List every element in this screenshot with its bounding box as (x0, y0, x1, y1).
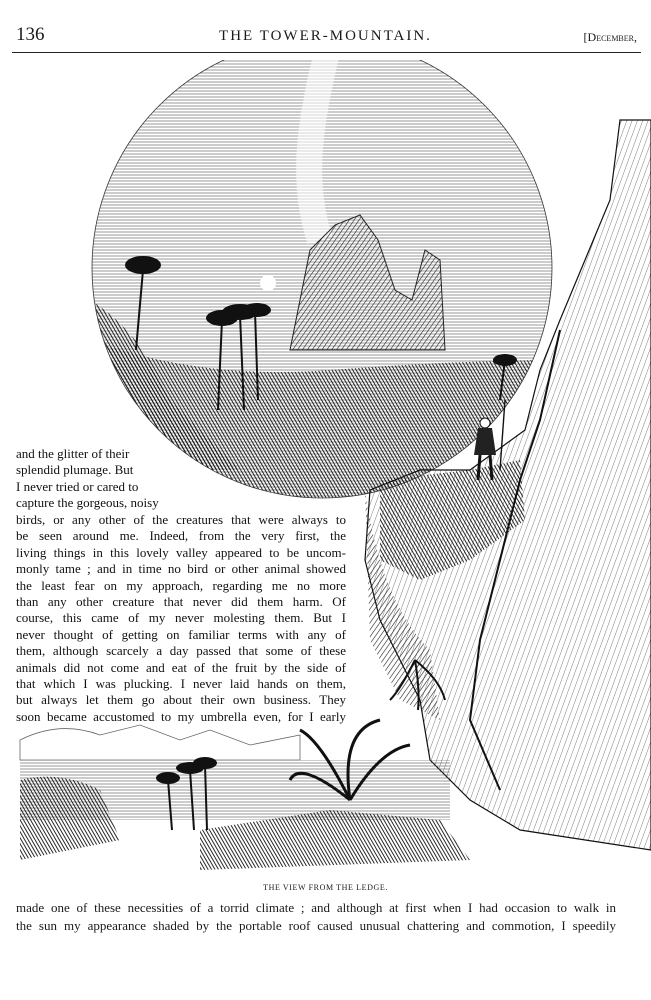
header-rule (12, 52, 641, 53)
text-line: animals did not come and eat of the fruit by the side of (16, 659, 346, 675)
text-line: them, although scarcely a day passed that some of these (16, 643, 346, 659)
running-head (0, 24, 651, 52)
text-line: made one of these necessities of a torrid climate ; and although at first when I had occasion to walk in (16, 900, 616, 915)
moon (260, 275, 276, 291)
text-line: splendid plumage. But (16, 462, 134, 478)
bottom-text-block (16, 899, 616, 935)
text-line: and the glitter of their (16, 446, 130, 461)
wrap-text-block (16, 446, 208, 512)
text-line: birds, or any other of the creatures that were always to (16, 512, 346, 527)
text-line: monly tame ; and in time no bird or other animal showed (16, 561, 346, 577)
issue-date: [December, (583, 30, 637, 44)
main-text-block (16, 512, 346, 725)
text-line: but always let them go about their own business. They (16, 692, 346, 708)
text-line: be seen around me. Indeed, from the very first, the (16, 528, 346, 544)
page-number: 136 (16, 24, 45, 45)
illustration-caption: THE VIEW FROM THE LEDGE. (263, 883, 388, 892)
text-line: the least fear on my approach, regarding me no more (16, 577, 346, 593)
text-line: that which I was plucking. I never laid hands on them, (16, 676, 346, 692)
text-line: soon became accustomed to my umbrella even, for I early (16, 708, 346, 724)
text-line: than any other creature that never did them harm. Of (16, 594, 346, 610)
running-title: THE TOWER-MOUNTAIN. (219, 28, 432, 44)
text-line: course, this came of my never molesting them. But I (16, 610, 346, 626)
text-line: never thought of getting on familiar terms with any of (16, 626, 346, 642)
text-line: I never tried or cared to (16, 478, 139, 494)
text-line: living things in this lovely valley appeared to be uncom- (16, 544, 346, 560)
text-line: the sun my appearance shaded by the portable roof caused unusual chattering and commotion, I speedily (16, 918, 616, 933)
text-line: capture the gorgeous, noisy (16, 495, 159, 511)
